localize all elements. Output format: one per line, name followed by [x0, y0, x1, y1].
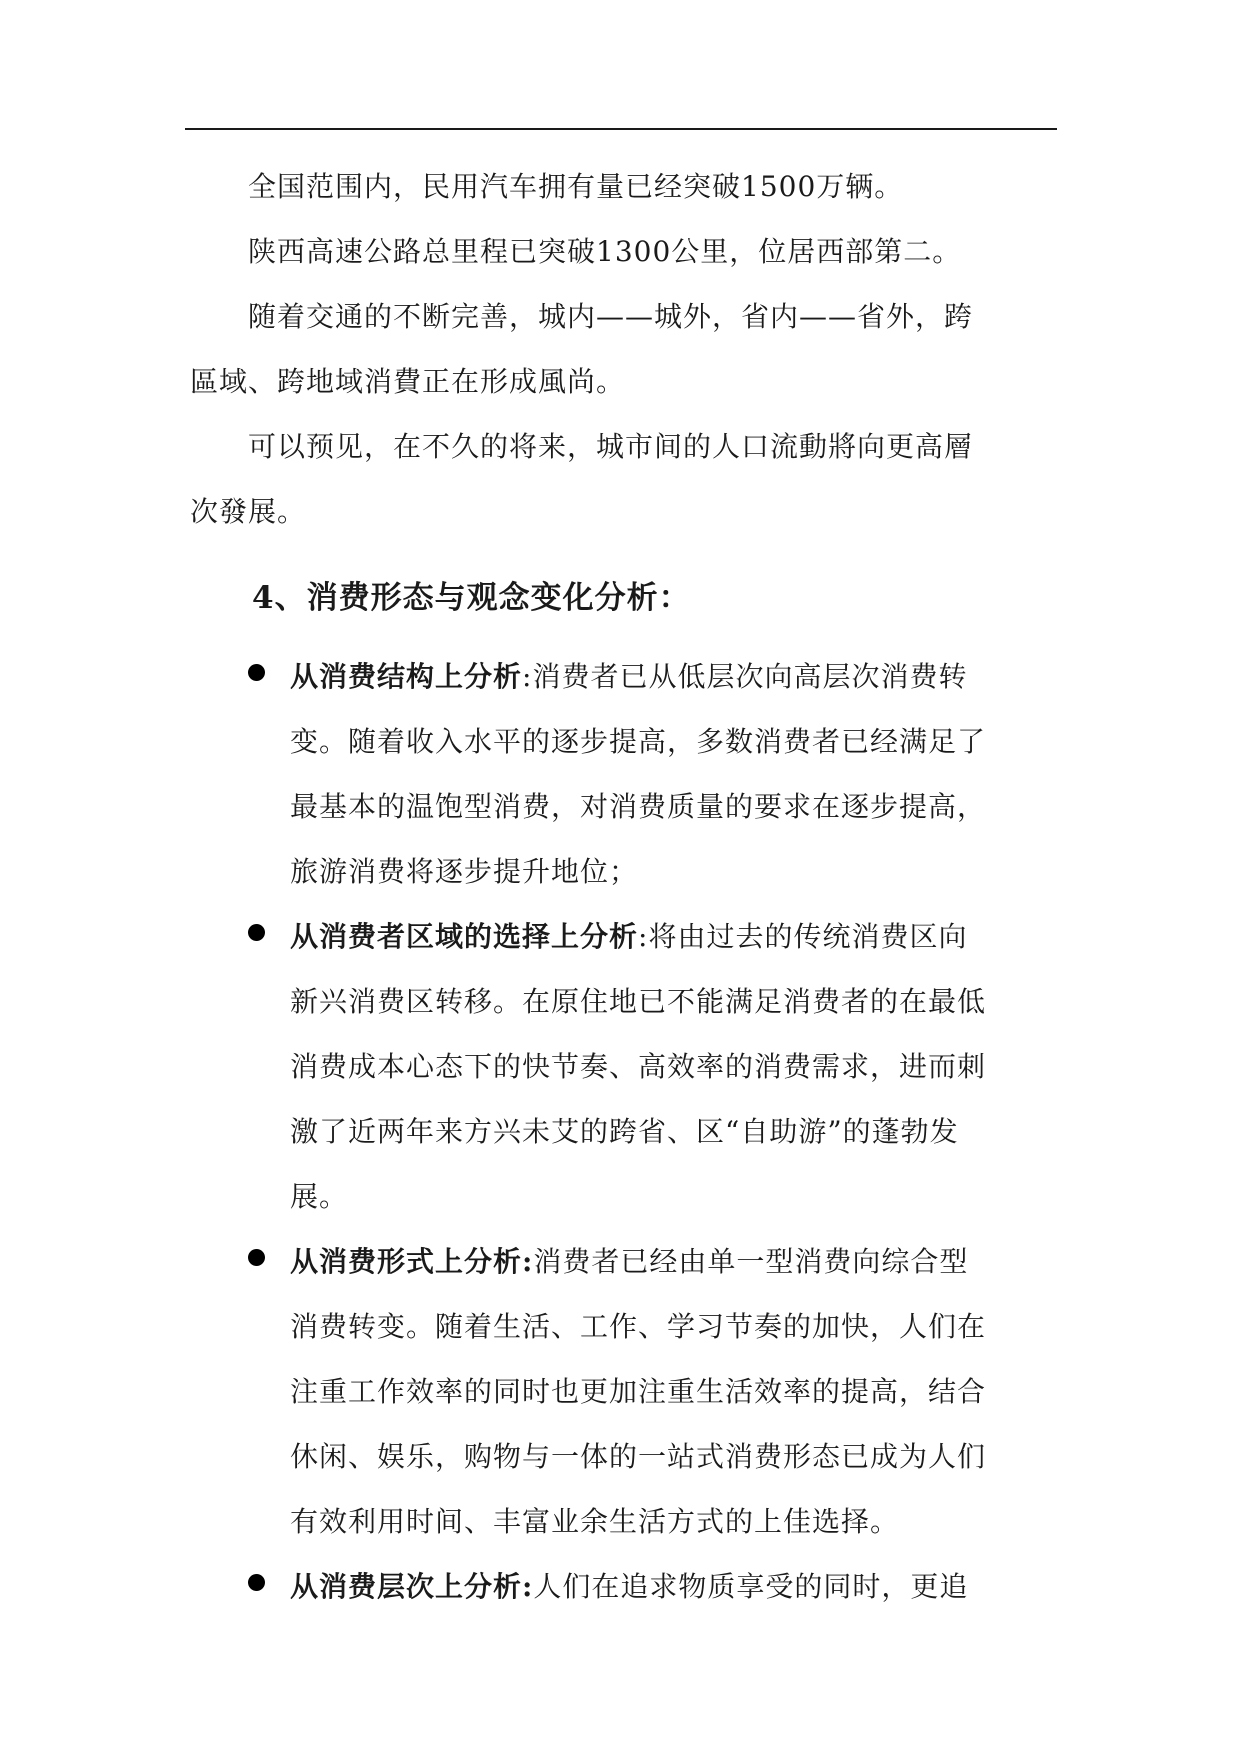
bullet-line: 从消费形式上分析:消费者已经由单一型消费向综合型: [290, 1245, 969, 1278]
bullet-line: 变。随着收入水平的逐步提高，多数消费者已经满足了: [290, 725, 987, 758]
bullet-title: 从消费结构上分析: [290, 660, 523, 693]
paragraph-line: 陕西高速公路总里程已突破1300公里，位居西部第二。: [248, 235, 962, 268]
paragraph-line: 區域、跨地域消費正在形成風尚。: [190, 365, 626, 398]
bullet-title: 从消费形式上分析:: [290, 1245, 534, 1278]
bullet-title: 从消费层次上分析:: [290, 1570, 534, 1603]
bullet-line: 从消费层次上分析:人们在追求物质享受的同时，更追: [290, 1570, 969, 1603]
bullet-line: 新兴消费区转移。在原住地已不能满足消费者的在最低: [290, 985, 987, 1018]
paragraph-line: 可以预见，在不久的将来，城市间的人口流動將向更高層: [248, 430, 974, 463]
paragraph-line: 随着交通的不断完善，城内——城外，省内——省外，跨: [248, 300, 974, 333]
paragraph-line: 次發展。: [190, 495, 307, 528]
bullet-dot: [248, 1249, 265, 1266]
bullet-dot: [248, 924, 265, 941]
bullet-line: 展。: [290, 1180, 349, 1213]
bullet-line: 消费成本心态下的快节奏、高效率的消费需求，进而刺: [290, 1050, 987, 1083]
bullet-line: 从消费者区域的选择上分析:将由过去的传统消费区向: [290, 920, 968, 953]
bullet-dot: [248, 1574, 265, 1591]
bullet-line: 最基本的温饱型消费，对消费质量的要求在逐步提高，: [290, 790, 987, 823]
bullet-line: 从消费结构上分析:消费者已从低层次向高层次消费转: [290, 660, 968, 693]
paragraph-line: 全国范围内，民用汽车拥有量已经突破1500万辆。: [248, 170, 904, 203]
bullet-line: 旅游消费将逐步提升地位；: [290, 855, 639, 888]
bullet-line: 消费转变。随着生活、工作、学习节奏的加快，人们在: [290, 1310, 987, 1343]
bullet-line: 激了近两年来方兴未艾的跨省、区“自助游”的蓬勃发: [290, 1115, 959, 1148]
section-heading: 4、消费形态与观念变化分析：: [252, 580, 691, 616]
bullet-line: 休闲、娱乐，购物与一体的一站式消费形态已成为人们: [290, 1440, 987, 1473]
bullet-dot: [248, 664, 265, 681]
bullet-line: 有效利用时间、丰富业余生活方式的上佳选择。: [290, 1505, 900, 1538]
bullet-line: 注重工作效率的同时也更加注重生活效率的提高，结合: [290, 1375, 987, 1408]
header-rule: [185, 128, 1057, 130]
bullet-title: 从消费者区域的选择上分析: [290, 920, 639, 953]
